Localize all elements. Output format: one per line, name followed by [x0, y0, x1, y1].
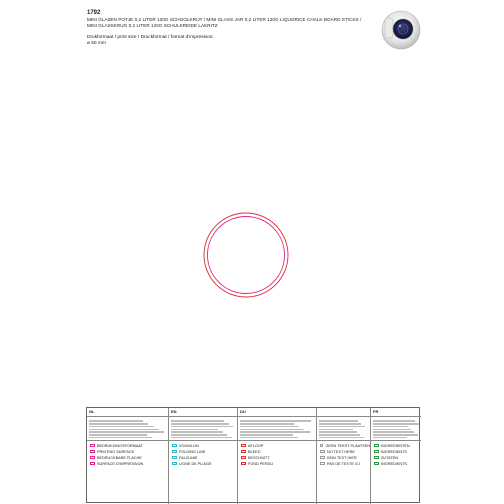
legend-item [169, 461, 237, 467]
legend-item [317, 461, 370, 467]
color-swatch-icon [172, 462, 177, 466]
color-swatch-icon [241, 462, 246, 466]
legend-label: GEEN TEKST PLAATSEN [325, 443, 370, 448]
color-swatch-icon [374, 444, 379, 448]
legend-label: BEDRUCKBARE FLÄCHE [97, 455, 142, 460]
color-swatch-icon [90, 456, 95, 460]
product-thumbnail [380, 8, 422, 50]
legend-item [238, 461, 316, 467]
color-swatch-icon [241, 444, 246, 448]
color-swatch-icon [320, 450, 325, 454]
language-label: DU [238, 408, 316, 417]
legend-label: BEDRUKKINGSFORMAAT [97, 443, 143, 448]
print-surface-circle [208, 217, 285, 294]
legend-table [86, 407, 420, 503]
color-swatch-icon [374, 462, 379, 466]
color-swatch-icon [320, 456, 325, 460]
legend-list [169, 440, 237, 467]
legend-item [87, 461, 168, 467]
legend-item [371, 461, 421, 467]
legend-label: INGREDIENTS [381, 449, 407, 454]
product-title-line1: MINI GLAZEN POTJE 0,2 LITER 120G SCHOOLKRIJT / MINI GLASS JAR 0,2 LITER 120G LIQUORICE CHALK BOARD STICKS / [87, 17, 362, 22]
legend-column [87, 408, 169, 504]
print-size-value: ø 50 mm [87, 41, 106, 46]
product-code: 1792 [87, 10, 101, 16]
legend-label: BLEED [248, 449, 261, 454]
color-swatch-icon [241, 456, 246, 460]
legend-list [317, 440, 370, 467]
legend-label: KEIN TEXT HIER [327, 455, 357, 460]
legend-label: SURFACE D'IMPRESSION [97, 461, 144, 466]
legend-column [169, 408, 238, 504]
legend-column [317, 408, 371, 504]
product-title-line2: MINI GLASSKRUG 0,2 LITER 120G SCHULKREIDE LAKRITZ [87, 23, 218, 28]
color-swatch-icon [374, 456, 379, 460]
language-label: NL [87, 408, 168, 417]
legend-label: ZUTATEN [381, 455, 398, 460]
legend-label: BESCHNITT [248, 455, 270, 460]
color-swatch-icon [320, 462, 325, 466]
legend-list [371, 440, 421, 467]
color-swatch-icon [172, 456, 177, 460]
legend-column [238, 408, 317, 504]
legend-label: INGRÉDIENTS [381, 461, 407, 466]
print-area-diagram [203, 212, 289, 298]
legend-column [371, 408, 421, 504]
legend-list [238, 440, 316, 467]
print-size-label: Drukformaat / print size / Druckformat / format d'impression: [87, 35, 214, 40]
legend-label: INGREDIENTEN [381, 443, 410, 448]
color-swatch-icon [172, 450, 177, 454]
header [87, 10, 387, 47]
language-label: EN [169, 408, 237, 417]
color-swatch-icon [90, 444, 95, 448]
legend-label: FOND PERDU [248, 461, 274, 466]
legend-label: LIGNE DE PLIAGE [179, 461, 212, 466]
color-swatch-icon [90, 450, 95, 454]
color-swatch-icon [172, 444, 177, 448]
color-swatch-icon [241, 450, 246, 454]
legend-label: FALZLINIE [179, 455, 198, 460]
legend-label: NO TEXT HERE [327, 449, 355, 454]
language-label: FR [371, 408, 421, 417]
legend-label: PRINTING SURFACE [97, 449, 135, 454]
legend-label: VOUWLIJN [179, 443, 199, 448]
legend-list [87, 440, 168, 467]
legend-label: AFLOOP [248, 443, 264, 448]
language-label [317, 408, 370, 417]
bleed-circle [204, 213, 288, 297]
color-swatch-icon [320, 444, 323, 448]
color-swatch-icon [90, 462, 95, 466]
color-swatch-icon [374, 450, 379, 454]
legend-label: FOLDING LINE [179, 449, 206, 454]
legend-label: PAS DE TEXTE ICI [327, 461, 360, 466]
